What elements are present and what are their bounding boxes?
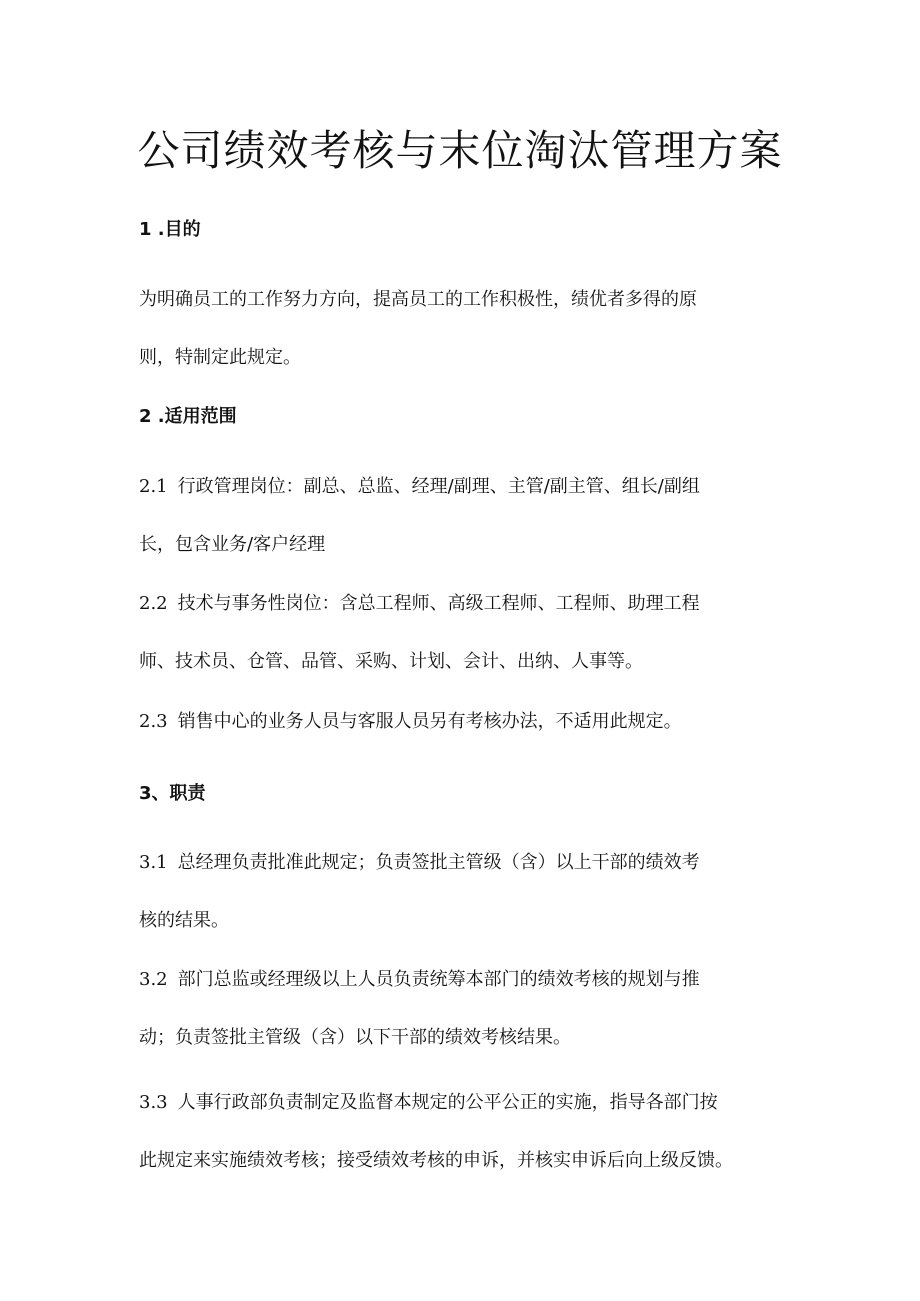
clause-number: 2.3 [139, 711, 168, 732]
clause-text: 总经理负责批准此规定；负责签批主管级（含）以上干部的绩效考 [177, 852, 700, 873]
paragraph-2-1 [139, 458, 809, 574]
paragraph-purpose [139, 271, 809, 387]
clause-number: 2.1 [139, 476, 168, 497]
paragraph-line: 为明确员工的工作努力方向，提高员工的工作积极性，绩优者多得的原 [139, 289, 697, 310]
paragraph-line [139, 458, 809, 516]
paragraph-3-2 [139, 951, 809, 1067]
paragraph-line: 动；负责签批主管级（含）以下干部的绩效考核结果。 [139, 1027, 571, 1048]
clause-text: 销售中心的业务人员与客服人员另有考核办法，不适用此规定。 [177, 711, 682, 732]
paragraph-line: 此规定来实施绩效考核；接受绩效考核的申诉，并核实申诉后向上级反馈。 [139, 1150, 733, 1171]
paragraph-line [139, 834, 809, 892]
section-heading-purpose: 1 .目的 [139, 219, 201, 240]
clause-text: 部门总监或经理级以上人员负责统筹本部门的绩效考核的规划与推 [177, 969, 700, 990]
document-title: 公司绩效考核与末位淘汰管理方案 [137, 126, 783, 175]
paragraph-line: 则，特制定此规定。 [139, 347, 301, 368]
paragraph-3-1 [139, 834, 809, 950]
paragraph-line [139, 693, 809, 751]
clause-number: 3.2 [139, 969, 168, 990]
section-heading-responsibilities: 3、职责 [139, 783, 206, 804]
paragraph-line [139, 951, 809, 1009]
paragraph-line [139, 575, 809, 633]
clause-text: 行政管理岗位：副总、总监、经理/副理、主管/副主管、组长/副组 [177, 476, 700, 497]
paragraph-line: 长，包含业务/客户经理 [139, 534, 326, 555]
paragraph-2-3 [139, 693, 809, 751]
paragraph-line [139, 1074, 809, 1132]
clause-number: 3.3 [139, 1092, 168, 1113]
clause-text: 人事行政部负责制定及监督本规定的公平公正的实施，指导各部门按 [177, 1092, 718, 1113]
paragraph-3-3 [139, 1074, 809, 1190]
paragraph-line: 师、技术员、仓管、品管、采购、计划、会计、出纳、人事等。 [139, 651, 643, 672]
section-heading-scope: 2 .适用范围 [139, 406, 237, 427]
paragraph-2-2 [139, 575, 809, 691]
clause-number: 3.1 [139, 852, 168, 873]
clause-number: 2.2 [139, 593, 168, 614]
clause-text: 技术与事务性岗位：含总工程师、高级工程师、工程师、助理工程 [177, 593, 700, 614]
paragraph-line: 核的结果。 [139, 910, 229, 931]
